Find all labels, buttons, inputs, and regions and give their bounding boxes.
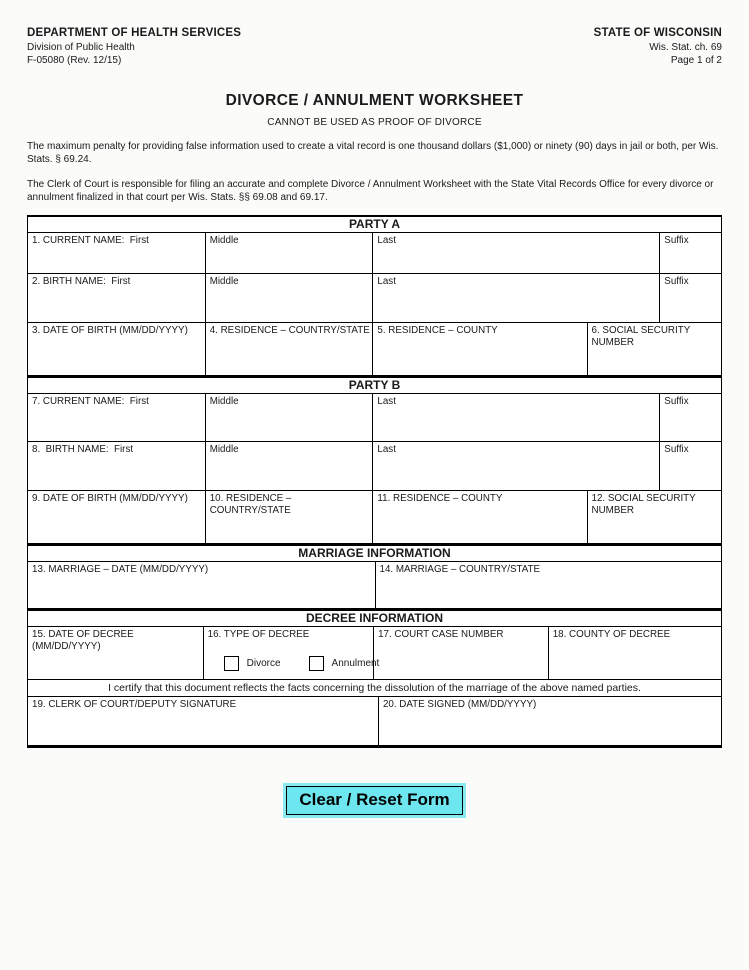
clerk-notice: The Clerk of Court is responsible for filing an accurate and complete Divorce / Annulment Worksheet with the State Vital Records Office for every divorce or annulment finalized in that court per Wis. Stats. §§ 69.08 and 69.17. [27,178,714,204]
field-label: Suffix [664,235,689,247]
division-name: Division of Public Health [27,42,135,54]
field-6-ssn [587,323,721,375]
annulment-checkbox-label: Annulment [331,658,380,670]
party-b-birth-first-input[interactable] [30,457,203,488]
field-label: Last [377,444,396,456]
party-a-current-first-input[interactable] [30,248,203,271]
party-a-birth-first-input[interactable] [30,289,203,320]
field-4-residence-country [205,323,373,375]
field-2-birth-middle [205,274,373,322]
field-8-birth-first [28,442,205,490]
field-label: 20. DATE SIGNED (MM/DD/YYYY) [382,699,537,711]
field-label: 5. RESIDENCE – COUNTY [377,325,498,337]
field-20-date-signed [378,697,721,745]
letterhead [27,26,722,68]
field-label: Suffix [664,396,689,408]
field-2-birth-first [28,274,205,322]
field-label: 14. MARRIAGE – COUNTRY/STATE [379,564,541,576]
field-label: 8. BIRTH NAME: First [32,444,134,456]
party-b-birth-suffix-input[interactable] [662,457,719,488]
clear-reset-button[interactable]: Clear / Reset Form [286,786,462,815]
field-1-current-last [372,233,659,273]
annulment-checkbox-group[interactable] [309,656,380,671]
field-13-marriage-date [28,562,375,608]
party-b-birth-middle-input[interactable] [208,457,371,488]
field-label: Last [377,276,396,288]
field-label: 4. RESIDENCE – COUNTRY/STATE [209,325,370,337]
decree-date-input[interactable] [30,642,201,677]
clerk-signature-input[interactable] [30,712,376,743]
field-1-current-middle [205,233,373,273]
section-header-marriage: MARRIAGE INFORMATION [28,543,721,561]
party-a-dob-input[interactable] [30,338,203,373]
field-label: 19. CLERK OF COURT/DEPUTY SIGNATURE [32,699,237,711]
field-label: Suffix [664,276,689,288]
party-b-residence-country-input[interactable] [208,506,371,541]
court-case-number-input[interactable] [376,642,546,677]
divorce-checkbox-label: Divorce [246,658,281,670]
field-label: Last [377,235,396,247]
party-b-current-suffix-input[interactable] [662,409,719,439]
field-7-current-middle [205,394,373,441]
party-a-birth-middle-input[interactable] [208,289,371,320]
field-1-current-first [28,233,205,273]
field-18-county-of-decree [548,627,721,679]
field-label: 10. RESIDENCE – COUNTRY/STATE [209,493,295,517]
field-label: 2. BIRTH NAME: First [32,276,131,288]
party-a-current-middle-input[interactable] [208,248,371,271]
field-label: 12. SOCIAL SECURITY NUMBER [591,493,699,517]
field-7-current-first [28,394,205,441]
field-11-residence-county [372,491,586,543]
party-a-birth-suffix-input[interactable] [662,289,719,320]
field-label: 13. MARRIAGE – DATE (MM/DD/YYYY) [32,564,209,576]
field-label: 1. CURRENT NAME: First [32,235,149,247]
section-header-party-b: PARTY B [28,375,721,393]
field-label: 6. SOCIAL SECURITY NUMBER [591,325,693,349]
field-label: Middle [209,396,239,408]
field-label: 18. COUNTY OF DECREE [552,629,671,641]
field-label: 15. DATE OF DECREE (MM/DD/YYYY) [32,629,137,653]
date-signed-input[interactable] [381,712,719,743]
marriage-country-input[interactable] [378,577,720,606]
party-a-ssn-input[interactable] [590,338,719,373]
field-label: 3. DATE OF BIRTH (MM/DD/YYYY) [32,325,188,337]
agency-name: DEPARTMENT OF HEALTH SERVICES [27,27,242,39]
field-1-current-suffix [659,233,721,273]
field-16-decree-type [203,627,380,679]
party-a-current-suffix-input[interactable] [662,248,719,271]
party-b-birth-last-input[interactable] [375,457,657,488]
party-b-current-first-input[interactable] [30,409,203,439]
field-label: Middle [209,235,239,247]
field-label: Middle [209,276,239,288]
statute-ref: Wis. Stat. ch. 69 [649,42,722,54]
section-header-decree: DECREE INFORMATION [28,608,721,626]
field-8-birth-last [372,442,659,490]
form-number: F-05080 (Rev. 12/15) [27,55,122,67]
field-14-marriage-country [375,562,722,608]
annulment-checkbox[interactable] [309,656,324,671]
field-label: 7. CURRENT NAME: First [32,396,149,408]
field-label: 17. COURT CASE NUMBER [378,629,504,641]
form-title: DIVORCE / ANNULMENT WORKSHEET [225,91,524,109]
worksheet-table [27,215,722,748]
county-of-decree-input[interactable] [551,642,719,677]
field-label: 9. DATE OF BIRTH (MM/DD/YYYY) [32,493,188,505]
field-3-dob [28,323,205,375]
field-9-dob [28,491,205,543]
certification-statement: I certify that this document reflects the facts concerning the dissolution of the marriage of the above named parties. [28,679,721,696]
field-15-decree-date [28,627,203,679]
party-a-residence-country-input[interactable] [208,338,371,373]
field-label: Last [377,396,396,408]
field-8-birth-suffix [659,442,721,490]
field-17-court-case-number [373,627,548,679]
form-subtitle: CANNOT BE USED AS PROOF OF DIVORCE [267,116,482,128]
field-label: Middle [209,444,239,456]
field-label: 11. RESIDENCE – COUNTY [377,493,503,505]
party-b-ssn-input[interactable] [590,506,719,541]
field-7-current-suffix [659,394,721,441]
party-a-residence-county-input[interactable] [375,338,584,373]
field-5-residence-county [372,323,586,375]
party-b-residence-county-input[interactable] [375,506,584,541]
field-7-current-last [372,394,659,441]
divorce-checkbox[interactable] [224,656,239,671]
field-10-residence-country [205,491,373,543]
field-12-ssn [587,491,721,543]
penalty-notice: The maximum penalty for providing false information used to create a vital record is one thousand dollars ($1,000) or ninety (90) days in jail or both, per Wis. Stats. § 69.24. [27,140,719,165]
party-a-birth-last-input[interactable] [375,289,657,320]
field-19-clerk-signature [28,697,378,745]
party-b-current-last-input[interactable] [375,409,657,439]
field-label: Suffix [664,444,689,456]
field-label: 16. TYPE OF DECREE [207,629,310,641]
field-2-birth-last [372,274,659,322]
field-2-birth-suffix [659,274,721,322]
field-8-birth-middle [205,442,373,490]
divorce-checkbox-group[interactable] [224,656,281,671]
party-b-current-middle-input[interactable] [208,409,371,439]
section-header-party-a: PARTY A [348,217,401,232]
state-name: STATE OF WISCONSIN [593,27,722,39]
page-indicator: Page 1 of 2 [670,55,722,67]
marriage-date-input[interactable] [30,577,373,606]
party-b-dob-input[interactable] [30,506,203,541]
party-a-current-last-input[interactable] [375,248,657,271]
